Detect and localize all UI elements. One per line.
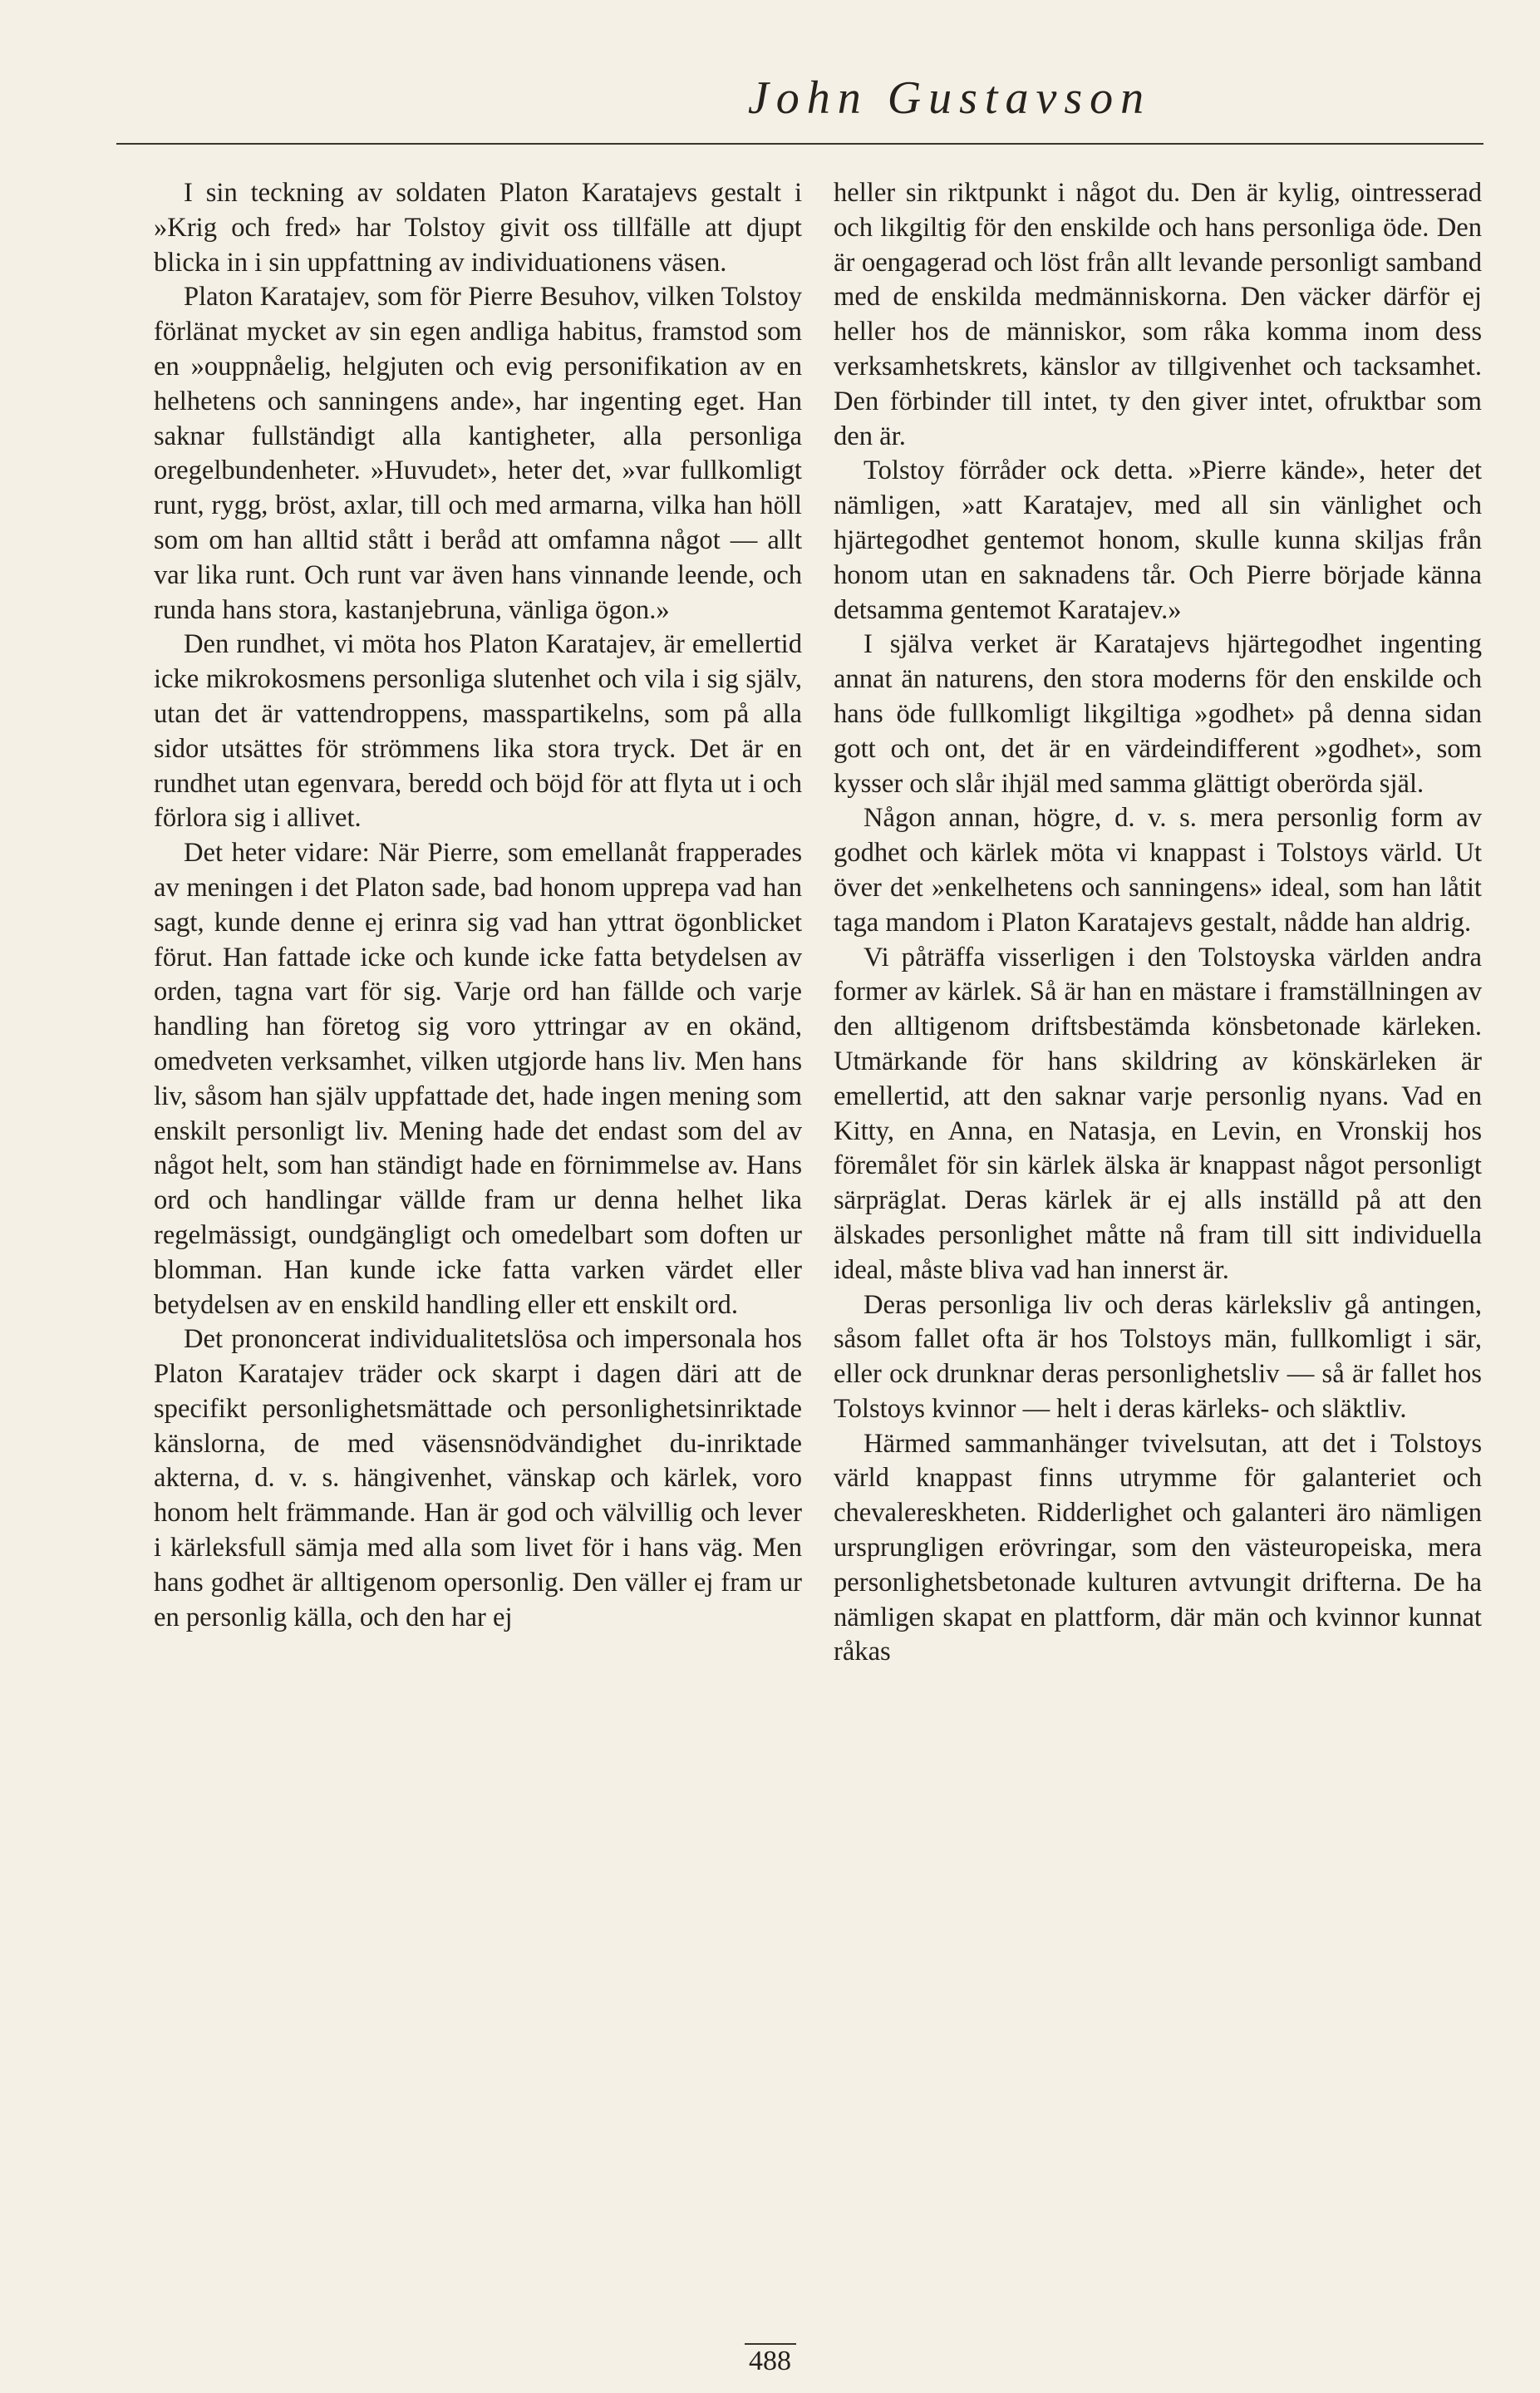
running-title: John Gustavson: [747, 72, 1152, 124]
left-column: [154, 176, 802, 1635]
paragraph: Tolstoy förråder ock detta. »Pierre kände», heter det nämligen, »att Karatajev, med all sin vänlighet och hjärtegodhet gentemot honom, skulle kunna skiljas från honom utan en saknadens tår. Och Pierre började känna detsamma gentemot Karatajev.»: [834, 455, 1482, 625]
paragraph: Någon annan, högre, d. v. s. mera personlig form av godhet och kärlek möta vi knappast i Tolstoys värld. Ut över det »enkelhetens och sanningens» ideal, som han låtit taga mandom i Platon Karatajevs gestalt, nådde han aldrig.: [834, 803, 1482, 938]
paragraph: Den rundhet, vi möta hos Platon Karatajev, är emellertid icke mikrokosmens personliga slutenhet och vila i sig själv, utan det är vattendroppens, masspartikelns, som på alla sidor utsättes för strömmens lika stora tryck. Det är en rundhet utan egenvara, beredd och böjd för att flyta ut i och förlora sig i allivet.: [154, 629, 802, 834]
paragraph: I sin teckning av soldaten Platon Karatajevs gestalt i »Krig och fred» har Tolstoy givit oss tillfälle att djupt blicka in i sin uppfattning av individuationens väsen.: [154, 178, 802, 278]
page-number-rule: [745, 2343, 796, 2345]
paragraph: Härmed sammanhänger tvivelsutan, att det i Tolstoys värld knappast finns utrymme för galanteriet och chevalereskheten. Ridderlighet och galanteri äro nämligen ursprungligen erövringar, som den västeuropeiska, mera personlighetsbetonade kulturen avtvungit drifterna. De ha nämligen skapat en plattform, där män och kvinnor kunnat råkas: [834, 1428, 1482, 1667]
paragraph: Platon Karatajev, som för Pierre Besuhov, vilken Tolstoy förlänat mycket av sin egen andliga habitus, framstod som en »ouppnåelig, helgjuten och evig personifikation av en helhetens och sanningens ande», har ingenting eget. Han saknar fullständigt alla kantigheter, alla personliga oregelbundenheter. »Huvudet», heter det, »var fullkomligt runt, rygg, bröst, axlar, till och med armarna, vilka han höll som om han alltid stått i beråd att omfamna något — allt var lika runt. Och runt var även hans vinnande leende, och runda hans stora, kastanjebruna, vänliga ögon.»: [154, 282, 802, 625]
right-column: [834, 176, 1482, 1670]
paragraph-continuation: heller sin riktpunkt i något du. Den är kylig, ointresserad och likgiltig för den enskilde och hans personliga öde. Den är oengagerad och löst från allt levande personligt samband med de enskilda medmänniskorna. Den väcker därför ej heller hos de människor, som råka komma inom dess verksamhetskrets, känslor av tillgivenhet och tacksamhet. Den förbinder till intet, ty den giver intet, ofruktbar som den är.: [834, 178, 1482, 451]
paragraph: Deras personliga liv och deras kärleksliv gå antingen, såsom fallet ofta är hos Tolstoys män, fullkomligt i sär, eller ock drunknar deras personlighetsliv — så är fallet hos Tolstoys kvinnor — helt i deras kärleks- och släktliv.: [834, 1289, 1482, 1424]
paragraph: Det heter vidare: När Pierre, som emellanåt frapperades av meningen i det Platon sade, bad honom upprepa vad han sagt, kunde denne ej erinra sig vad han yttrat ögonblicket förut. Han fattade icke och kunde icke fatta betydelsen av orden, tagna vart för sig. Varje ord han fällde och varje handling han företog sig voro yttringar av en okänd, omedveten verksamhet, vilken utgjorde hans liv. Men hans liv, såsom han själv uppfattade det, hade ingen mening som enskilt personligt liv. Mening hade det endast som del av något helt, som han ständigt hade en förnimmelse av. Hans ord och handlingar vällde fram ur denna helhet lika regelmässigt, oundgängligt och omedelbart som doften ur blomman. Han kunde icke fatta varken värdet eller betydelsen av en enskild handling eller ett enskilt ord.: [154, 838, 802, 1320]
paragraph: Det prononcerat individualitetslösa och impersonala hos Platon Karatajev träder ock skarpt i dagen däri att de specifikt personlighetsmättade och personlighetsinriktade känslorna, de med väsensnödvändighet du-inriktade akterna, d. v. s. hängivenhet, vänskap och kärlek, voro honom helt främmande. Han är god och välvillig och lever i kärleksfull sämja med alla som livet för i hans väg. Men hans godhet är alltigenom opersonlig. Den väller ej fram ur en personlig källa, och den har ej: [154, 1324, 802, 1632]
header-rule: [116, 143, 1483, 145]
paragraph: Vi påträffa visserligen i den Tolstoyska världen andra former av kärlek. Så är han en mästare i framställningen av den alltigenom driftsbestämda könsbetonade kärleken. Utmärkande för hans skildring av könskärleken är emellertid, att den saknar varje personlig nyans. Vad en Kitty, en Anna, en Natasja, en Levin, en Vronskij hos föremålet för sin kärlek älska är knappast något personligt särpräglat. Deras kärlek är ej alls inställd på att den älskades personlighet måtte nå fram till sitt individuella ideal, måste bliva vad han innerst är.: [834, 942, 1482, 1285]
running-header: [116, 65, 1483, 145]
paragraph: I själva verket är Karatajevs hjärtegodhet ingenting annat än naturens, den stora moderns för den enskilde och hans öde fullkomligt likgiltiga »godhet» på denna sidan gott och ont, det är en värdeindifferent »godhet», som kysser och slår ihjäl med samma glättigt oberörda själ.: [834, 629, 1482, 799]
page-number: 488: [749, 2346, 791, 2376]
